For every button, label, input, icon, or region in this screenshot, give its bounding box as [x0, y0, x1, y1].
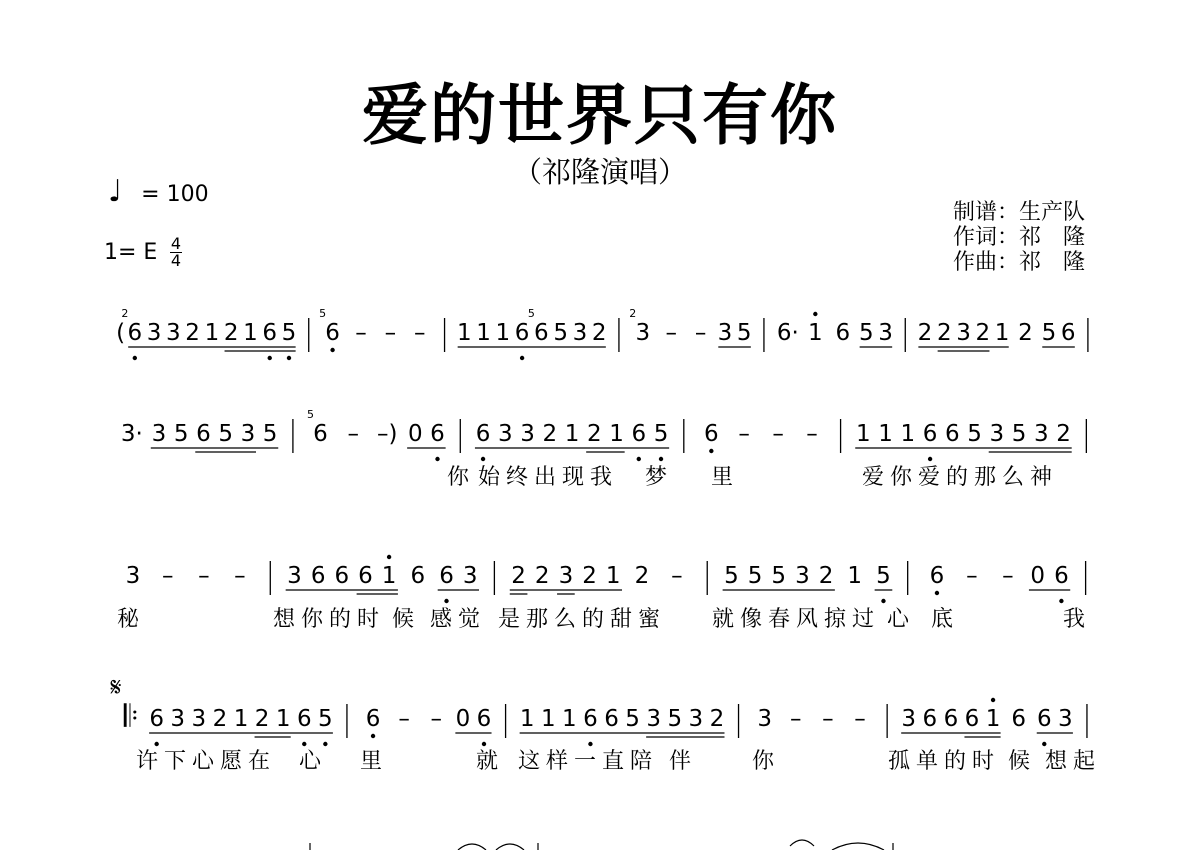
note: 1	[476, 320, 491, 346]
note: 6	[943, 706, 959, 732]
lyric-text: 孤单的时	[888, 749, 1001, 774]
note: 6	[430, 421, 445, 447]
dash: –	[694, 320, 707, 346]
note: 2	[254, 706, 270, 732]
note: 3	[956, 320, 971, 346]
note: 6	[704, 421, 719, 447]
lyric-text: 心	[887, 607, 916, 632]
tempo-value: = 100	[141, 182, 209, 207]
lyric-text: 是那么的甜蜜	[498, 607, 667, 632]
note: 6	[1060, 320, 1076, 346]
note: 5	[747, 563, 763, 589]
low-octave-dot	[481, 457, 485, 461]
note: 6	[196, 421, 211, 447]
note: 3	[146, 320, 162, 346]
credit-lyricist: 作词：祁 隆	[953, 225, 1086, 250]
note: 5	[724, 563, 739, 589]
note: 2	[709, 706, 725, 732]
note: 5	[858, 320, 874, 346]
note: 2	[975, 320, 991, 346]
note: 6	[127, 320, 143, 346]
low-octave-dot	[709, 449, 713, 453]
time-signature-bottom: 4	[170, 251, 182, 270]
note: 1	[985, 706, 1001, 732]
low-octave-dot	[287, 356, 291, 360]
low-octave-dot	[330, 348, 334, 352]
lyric-text: 梦	[645, 465, 674, 490]
note: 1	[540, 706, 556, 732]
lyric-text: 想起	[1045, 749, 1102, 774]
note: 3	[125, 563, 141, 589]
note: 3	[151, 421, 167, 447]
lyric-text: 就	[476, 749, 505, 774]
note: 3	[166, 320, 181, 346]
note: 2	[818, 563, 834, 589]
dash: –)	[376, 421, 398, 447]
note: 3	[462, 563, 478, 589]
note: 6·	[776, 320, 799, 346]
note: 1	[900, 421, 916, 447]
note: 1	[808, 320, 823, 346]
slur	[496, 844, 524, 850]
low-octave-dot	[268, 356, 272, 360]
dash: –	[355, 320, 367, 346]
note: 3	[170, 706, 186, 732]
note: 3	[497, 421, 513, 447]
note: 6	[365, 706, 381, 732]
lyric-text: 我	[1063, 607, 1092, 632]
low-octave-dot	[637, 457, 641, 461]
low-octave-dot	[659, 457, 663, 461]
key-signature: 1= E	[104, 240, 158, 265]
score-symbol: (	[116, 320, 126, 346]
note: 1	[994, 320, 1010, 346]
note: 1	[847, 563, 863, 589]
note: 1	[878, 421, 893, 447]
note: 1	[275, 706, 291, 732]
note: 6	[583, 706, 598, 732]
note: 6	[439, 563, 454, 589]
note: 3	[878, 320, 893, 346]
dash: –	[347, 421, 360, 447]
dash: –	[966, 563, 978, 589]
note: 5	[653, 421, 669, 447]
note: 2	[185, 320, 200, 346]
note: 6	[296, 706, 312, 732]
note: 6	[1036, 706, 1052, 732]
lyric-text: 爱你爱的那么神	[862, 465, 1059, 490]
note: 5	[218, 421, 233, 447]
note: 0	[407, 421, 423, 447]
lyric-text: 就像春风掠过	[712, 607, 881, 632]
note: 2	[936, 320, 952, 346]
note: 2	[1018, 320, 1033, 346]
note: 5	[262, 421, 278, 447]
note: 3	[558, 563, 574, 589]
dash: –	[806, 421, 818, 447]
note: 2	[591, 320, 607, 346]
low-octave-dot	[588, 742, 592, 746]
note: 1	[856, 421, 871, 447]
note: 2	[534, 563, 550, 589]
note: 6	[313, 421, 328, 447]
dash: –	[162, 563, 174, 589]
song-subtitle: （祁隆演唱）	[512, 155, 687, 189]
note: 5	[1041, 320, 1057, 346]
note: 1	[243, 320, 258, 346]
note: 6	[964, 706, 980, 732]
grace-note: 2	[121, 307, 129, 320]
low-octave-dot	[154, 742, 158, 746]
low-octave-dot	[1042, 742, 1046, 746]
note: 3	[520, 421, 535, 447]
grace-note: 2	[629, 307, 637, 320]
slur	[832, 843, 884, 850]
low-octave-dot	[444, 599, 448, 603]
quarter-note-icon: ♩	[108, 174, 123, 209]
note: 2	[586, 421, 602, 447]
note: 5	[281, 320, 297, 346]
lyric-text: 许下心愿在	[136, 749, 277, 774]
lyric-text: 想你的时	[273, 607, 386, 632]
note: 2	[511, 563, 526, 589]
note: 0	[455, 706, 471, 732]
note: 2	[223, 320, 239, 346]
dash: –	[790, 706, 802, 732]
note: 3	[287, 563, 302, 589]
note: 5	[876, 563, 891, 589]
low-octave-dot	[881, 599, 885, 603]
low-octave-dot	[302, 742, 306, 746]
low-octave-dot	[371, 734, 375, 738]
note: 5	[736, 320, 752, 346]
low-octave-dot	[133, 356, 137, 360]
note: 5	[967, 421, 982, 447]
high-octave-dot	[387, 555, 391, 559]
lyric-text: 始终出现我	[478, 465, 619, 490]
note: 6	[604, 706, 619, 732]
note: 6	[534, 320, 549, 346]
note: 6	[358, 563, 373, 589]
note: 2	[542, 421, 558, 447]
slur	[458, 844, 486, 850]
note: 6	[922, 421, 938, 447]
dash: –	[671, 563, 683, 589]
lyric-text: 里	[360, 749, 389, 774]
note: 6	[835, 320, 851, 346]
note: 1	[456, 320, 472, 346]
note: 6	[149, 706, 164, 732]
note: 3	[795, 563, 810, 589]
note: 5	[318, 706, 333, 732]
note: 1	[381, 563, 397, 589]
note: 1	[609, 421, 624, 447]
note: 5	[625, 706, 640, 732]
note: 5	[553, 320, 568, 346]
dash: –	[822, 706, 834, 732]
note: 1	[519, 706, 535, 732]
low-octave-dot	[1059, 599, 1063, 603]
note: 2	[212, 706, 228, 732]
dash: –	[430, 706, 443, 732]
note: 5	[173, 421, 189, 447]
dash: –	[198, 563, 210, 589]
dash: –	[1002, 563, 1014, 589]
credit-composer: 作曲：祁 隆	[953, 250, 1086, 275]
low-octave-dot	[323, 742, 327, 746]
note: 3	[1058, 706, 1073, 732]
note: 6	[929, 563, 945, 589]
note: 1	[495, 320, 511, 346]
note: 3	[646, 706, 662, 732]
note: 3	[989, 421, 1005, 447]
note: 6	[631, 421, 647, 447]
lyric-text: 感觉	[430, 607, 487, 632]
note: 0	[1030, 563, 1046, 589]
lyric-text: 心	[299, 749, 328, 774]
note: 5	[1011, 421, 1027, 447]
note: 2	[917, 320, 933, 346]
note: 3	[757, 706, 772, 732]
segno-sign: 𝄋	[110, 673, 122, 703]
note: 2	[634, 563, 650, 589]
high-octave-dot	[813, 312, 817, 316]
note: 5	[771, 563, 787, 589]
note: 6	[310, 563, 326, 589]
note: 3·	[120, 421, 143, 447]
time-signature-top: 4	[170, 234, 182, 253]
slur	[790, 840, 814, 846]
note: 2	[1056, 421, 1071, 447]
credit-arranger: 制谱：生产队	[953, 200, 1086, 225]
low-octave-dot	[520, 356, 524, 360]
dash: –	[665, 320, 677, 346]
note: 6	[325, 320, 340, 346]
grace-note: 5	[319, 307, 327, 320]
song-title: 爱的世界只有你	[362, 77, 838, 154]
note: 6	[514, 320, 530, 346]
score-symbol: 𝄆	[123, 699, 139, 734]
lyric-text: 这样一直陪	[518, 749, 659, 774]
note: 3	[901, 706, 917, 732]
grace-note: 5	[527, 307, 535, 320]
note: 6	[1011, 706, 1026, 732]
note: 3	[717, 320, 733, 346]
note: 6	[945, 421, 960, 447]
lyric-text: 底	[931, 607, 960, 632]
lyric-text: 伴	[669, 749, 698, 774]
note: 1	[605, 563, 621, 589]
note: 1	[562, 706, 577, 732]
low-octave-dot	[935, 591, 939, 595]
high-octave-dot	[991, 698, 995, 702]
note: 3	[1034, 421, 1049, 447]
note: 1	[204, 320, 220, 346]
grace-note: 5	[306, 408, 314, 421]
note: 3	[635, 320, 651, 346]
dash: –	[738, 421, 750, 447]
dash: –	[234, 563, 246, 589]
dash: –	[384, 320, 397, 346]
low-octave-dot	[928, 457, 932, 461]
note: 5	[667, 706, 683, 732]
dash: –	[398, 706, 410, 732]
note: 2	[582, 563, 597, 589]
note: 3	[191, 706, 207, 732]
lyric-text: 你	[752, 749, 781, 774]
note: 3	[688, 706, 704, 732]
note: 3	[240, 421, 256, 447]
note: 6	[1054, 563, 1069, 589]
note: 3	[572, 320, 588, 346]
note: 1	[233, 706, 249, 732]
dash: –	[772, 421, 784, 447]
dash: –	[414, 320, 426, 346]
low-octave-dot	[482, 742, 486, 746]
lyric-text: 里	[711, 465, 740, 490]
lyric-text: 候	[392, 607, 421, 632]
lyric-text: 候	[1008, 749, 1037, 774]
note: 6	[410, 563, 426, 589]
note: 6	[922, 706, 938, 732]
note: 1	[564, 421, 580, 447]
low-octave-dot	[435, 457, 439, 461]
lyric-text: 你	[447, 465, 476, 490]
note: 6	[262, 320, 278, 346]
note: 6	[475, 421, 491, 447]
lyric-text: 秘	[117, 607, 146, 632]
note: 6	[334, 563, 350, 589]
dash: –	[854, 706, 866, 732]
note: 6	[476, 706, 492, 732]
